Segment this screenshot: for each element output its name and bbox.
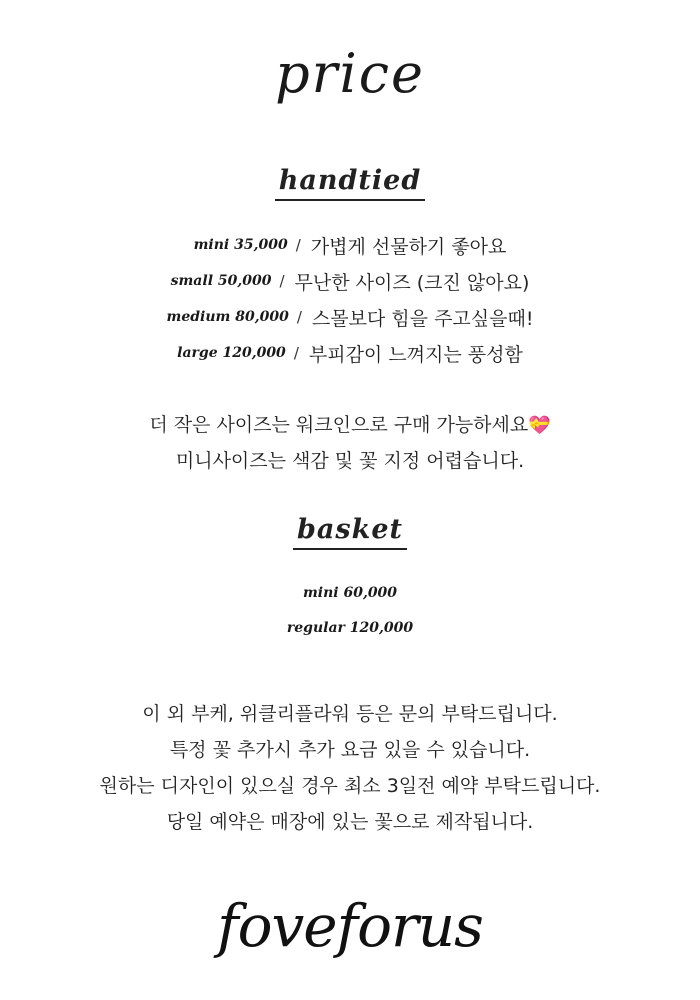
basket-row-regular: regular 120,000	[286, 620, 414, 636]
separator: /	[295, 236, 301, 254]
basket-section-title	[0, 515, 700, 550]
price-label: small 50,000	[170, 273, 272, 289]
note-line: 원하는 디자인이 있으실 경우 최소 3일전 예약 부탁드립니다.	[99, 775, 601, 797]
heart-gift-icon: 💝	[528, 415, 551, 436]
handtied-note-1	[0, 410, 700, 437]
handtied-title: handtied	[275, 166, 425, 201]
separator: /	[296, 308, 302, 326]
price-label: medium 80,000	[166, 309, 289, 325]
brand-logo: foveforus	[217, 892, 483, 960]
handtied-row-mini	[0, 230, 700, 260]
separator: /	[293, 344, 299, 362]
handtied-row-large	[0, 338, 700, 368]
note-text: 더 작은 사이즈는 워크인으로 구매 가능하세요	[149, 414, 529, 436]
handtied-note-2: 미니사이즈는 색감 및 꽃 지정 어렵습니다.	[175, 450, 525, 472]
handtied-row-medium	[0, 302, 700, 332]
handtied-row-small	[0, 266, 700, 296]
price-desc: 스몰보다 힘을 주고싶을때!	[311, 307, 534, 330]
note-line: 특정 꽃 추가시 추가 요금 있을 수 있습니다.	[169, 739, 531, 761]
price-desc: 부피감이 느껴지는 풍성함	[308, 343, 523, 366]
handtied-section-title	[0, 166, 700, 201]
page-title: price	[275, 42, 425, 105]
price-desc: 무난한 사이즈 (크진 않아요)	[294, 271, 530, 294]
basket-title: basket	[293, 515, 407, 550]
price-label: mini 35,000	[193, 237, 288, 253]
note-line: 당일 예약은 매장에 있는 꽃으로 제작됩니다.	[166, 811, 534, 833]
note-line: 이 외 부케, 위클리플라워 등은 문의 부탁드립니다.	[142, 703, 558, 725]
separator: /	[279, 272, 285, 290]
price-desc: 가볍게 선물하기 좋아요	[310, 235, 507, 258]
price-label: large 120,000	[177, 345, 286, 361]
basket-row-mini: mini 60,000	[302, 585, 398, 601]
